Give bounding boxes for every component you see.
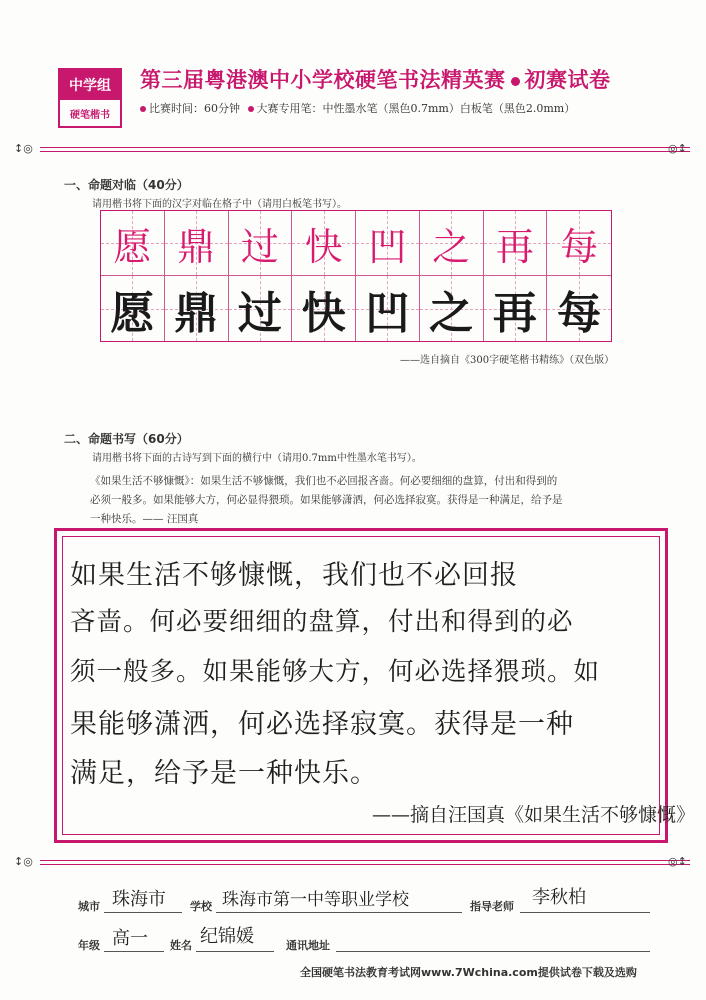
handwriting-line: 满足，给予是一种快乐。 <box>70 758 378 789</box>
model-character: 再 <box>495 224 534 269</box>
model-character: 每 <box>560 224 599 269</box>
copied-character: 每 <box>557 287 602 339</box>
model-cell <box>165 211 229 276</box>
model-cell <box>356 211 420 276</box>
copied-character: 再 <box>492 287 537 339</box>
bullet-icon <box>248 106 254 112</box>
copied-character: 愿 <box>110 287 155 339</box>
address-underline <box>336 951 650 952</box>
model-cell <box>101 211 165 276</box>
address-label: 通讯地址 <box>286 939 330 952</box>
division-badge <box>58 68 122 128</box>
bullet-icon <box>140 106 146 112</box>
source-credit: ——选自摘自《300字硬笔楷书精练》（双色版） <box>400 355 615 366</box>
ornament-left-icon: ↕◎ <box>14 855 33 868</box>
handwriting-signature: ——摘自汪国真《如果生活不够慷慨》 <box>372 804 696 826</box>
model-cell <box>420 211 484 276</box>
handwriting-line: 吝啬。何必要细细的盘算，付出和得到的必 <box>70 607 574 637</box>
header-divider <box>40 147 690 148</box>
handwriting-line: 如果生活不够慷慨，我们也不必回报 <box>70 560 518 591</box>
badge-division-label: 中学组 <box>60 70 120 100</box>
model-character: 愿 <box>113 224 152 269</box>
grade-label: 年级 <box>78 939 100 952</box>
exam-info <box>140 100 575 116</box>
model-character: 之 <box>432 224 471 269</box>
city-value: 珠海市 <box>112 889 166 910</box>
school-label: 学校 <box>190 900 212 913</box>
model-character: 鼎 <box>177 224 216 269</box>
section2-title: 二、命题书写（60分） <box>64 432 189 446</box>
ornament-left-icon: ↕◎ <box>14 142 33 155</box>
copy-cell[interactable] <box>229 276 293 341</box>
copy-cell[interactable] <box>356 276 420 341</box>
name-label: 姓名 <box>170 939 192 952</box>
poem-line: 一种快乐。—— 汪国真 <box>90 513 199 525</box>
copy-cell[interactable] <box>420 276 484 341</box>
title-dot-icon <box>511 77 520 86</box>
name-value: 纪锦媛 <box>200 926 254 947</box>
model-character: 凹 <box>368 224 407 269</box>
copied-character: 过 <box>237 287 282 339</box>
title-main: 第三届粤港澳中小学校硬笔书法精英赛 <box>140 68 506 92</box>
footer-divider <box>40 860 690 861</box>
header-divider-thin <box>40 151 690 152</box>
copy-cell[interactable] <box>547 276 611 341</box>
school-underline <box>216 912 462 913</box>
badge-style-label: 硬笔楷书 <box>70 109 110 121</box>
school-value: 珠海市第一中等职业学校 <box>222 890 409 910</box>
section1-title: 一、命题对临（40分） <box>64 178 189 192</box>
ornament-right-icon: ◎↕ <box>668 142 687 155</box>
section1-instruction: 请用楷书将下面的汉字对临在格子中（请用白板笔书写）。 <box>92 199 347 210</box>
poem-line: 《如果生活不够慷慨》：如果生活不够慷慨，我们也不必回报吝啬。何必要细细的盘算，付出和得到的 <box>90 475 558 487</box>
footer-divider-thin <box>40 864 690 865</box>
exam-time: 比赛时间：60分钟 <box>149 102 240 115</box>
copied-character: 之 <box>429 287 474 339</box>
model-cell <box>292 211 356 276</box>
copy-cell[interactable] <box>484 276 548 341</box>
city-label: 城市 <box>78 900 100 913</box>
model-cell <box>229 211 293 276</box>
copy-cell[interactable] <box>101 276 165 341</box>
teacher-label: 指导老师 <box>470 900 514 913</box>
copy-cell[interactable] <box>165 276 229 341</box>
model-character: 过 <box>240 224 279 269</box>
copied-character: 快 <box>301 287 346 339</box>
city-underline <box>104 912 182 913</box>
website-note: 全国硬笔书法教育考试网www.7Wchina.com提供试卷下载及选购 <box>300 966 637 979</box>
model-cell <box>547 211 611 276</box>
ornament-right-icon: ◎↕ <box>668 855 687 868</box>
grade-underline <box>104 951 164 952</box>
pen-spec: 大赛专用笔：中性墨水笔（黑色0.7mm）白板笔（黑色2.0mm） <box>256 102 576 115</box>
poem-text <box>90 472 675 529</box>
page-title <box>140 64 611 94</box>
section2-instruction: 请用楷书将下面的古诗写到下面的横行中（请用0.7mm中性墨水笔书写）。 <box>92 453 422 464</box>
handwriting-line: 果能够潇洒，何必选择寂寞。获得是一种 <box>70 709 574 740</box>
teacher-value: 李秋柏 <box>532 887 586 908</box>
handwriting-line: 须一般多。如果能够大方，何必选择猥琐。如 <box>70 657 601 687</box>
copy-cell[interactable] <box>292 276 356 341</box>
poem-line: 必须一般多。如果能够大方，何必显得猥琐。如果能够潇洒，何必选择寂寞。获得是一种满足，给予是 <box>90 494 563 506</box>
model-character: 快 <box>304 224 343 269</box>
copied-character: 凹 <box>365 287 410 339</box>
copy-grid <box>100 210 612 342</box>
title-sub: 初赛试卷 <box>524 68 611 92</box>
name-underline <box>196 951 274 952</box>
model-cell <box>484 211 548 276</box>
copied-character: 鼎 <box>174 287 219 339</box>
grade-value: 高一 <box>112 928 148 949</box>
teacher-underline <box>520 912 650 913</box>
